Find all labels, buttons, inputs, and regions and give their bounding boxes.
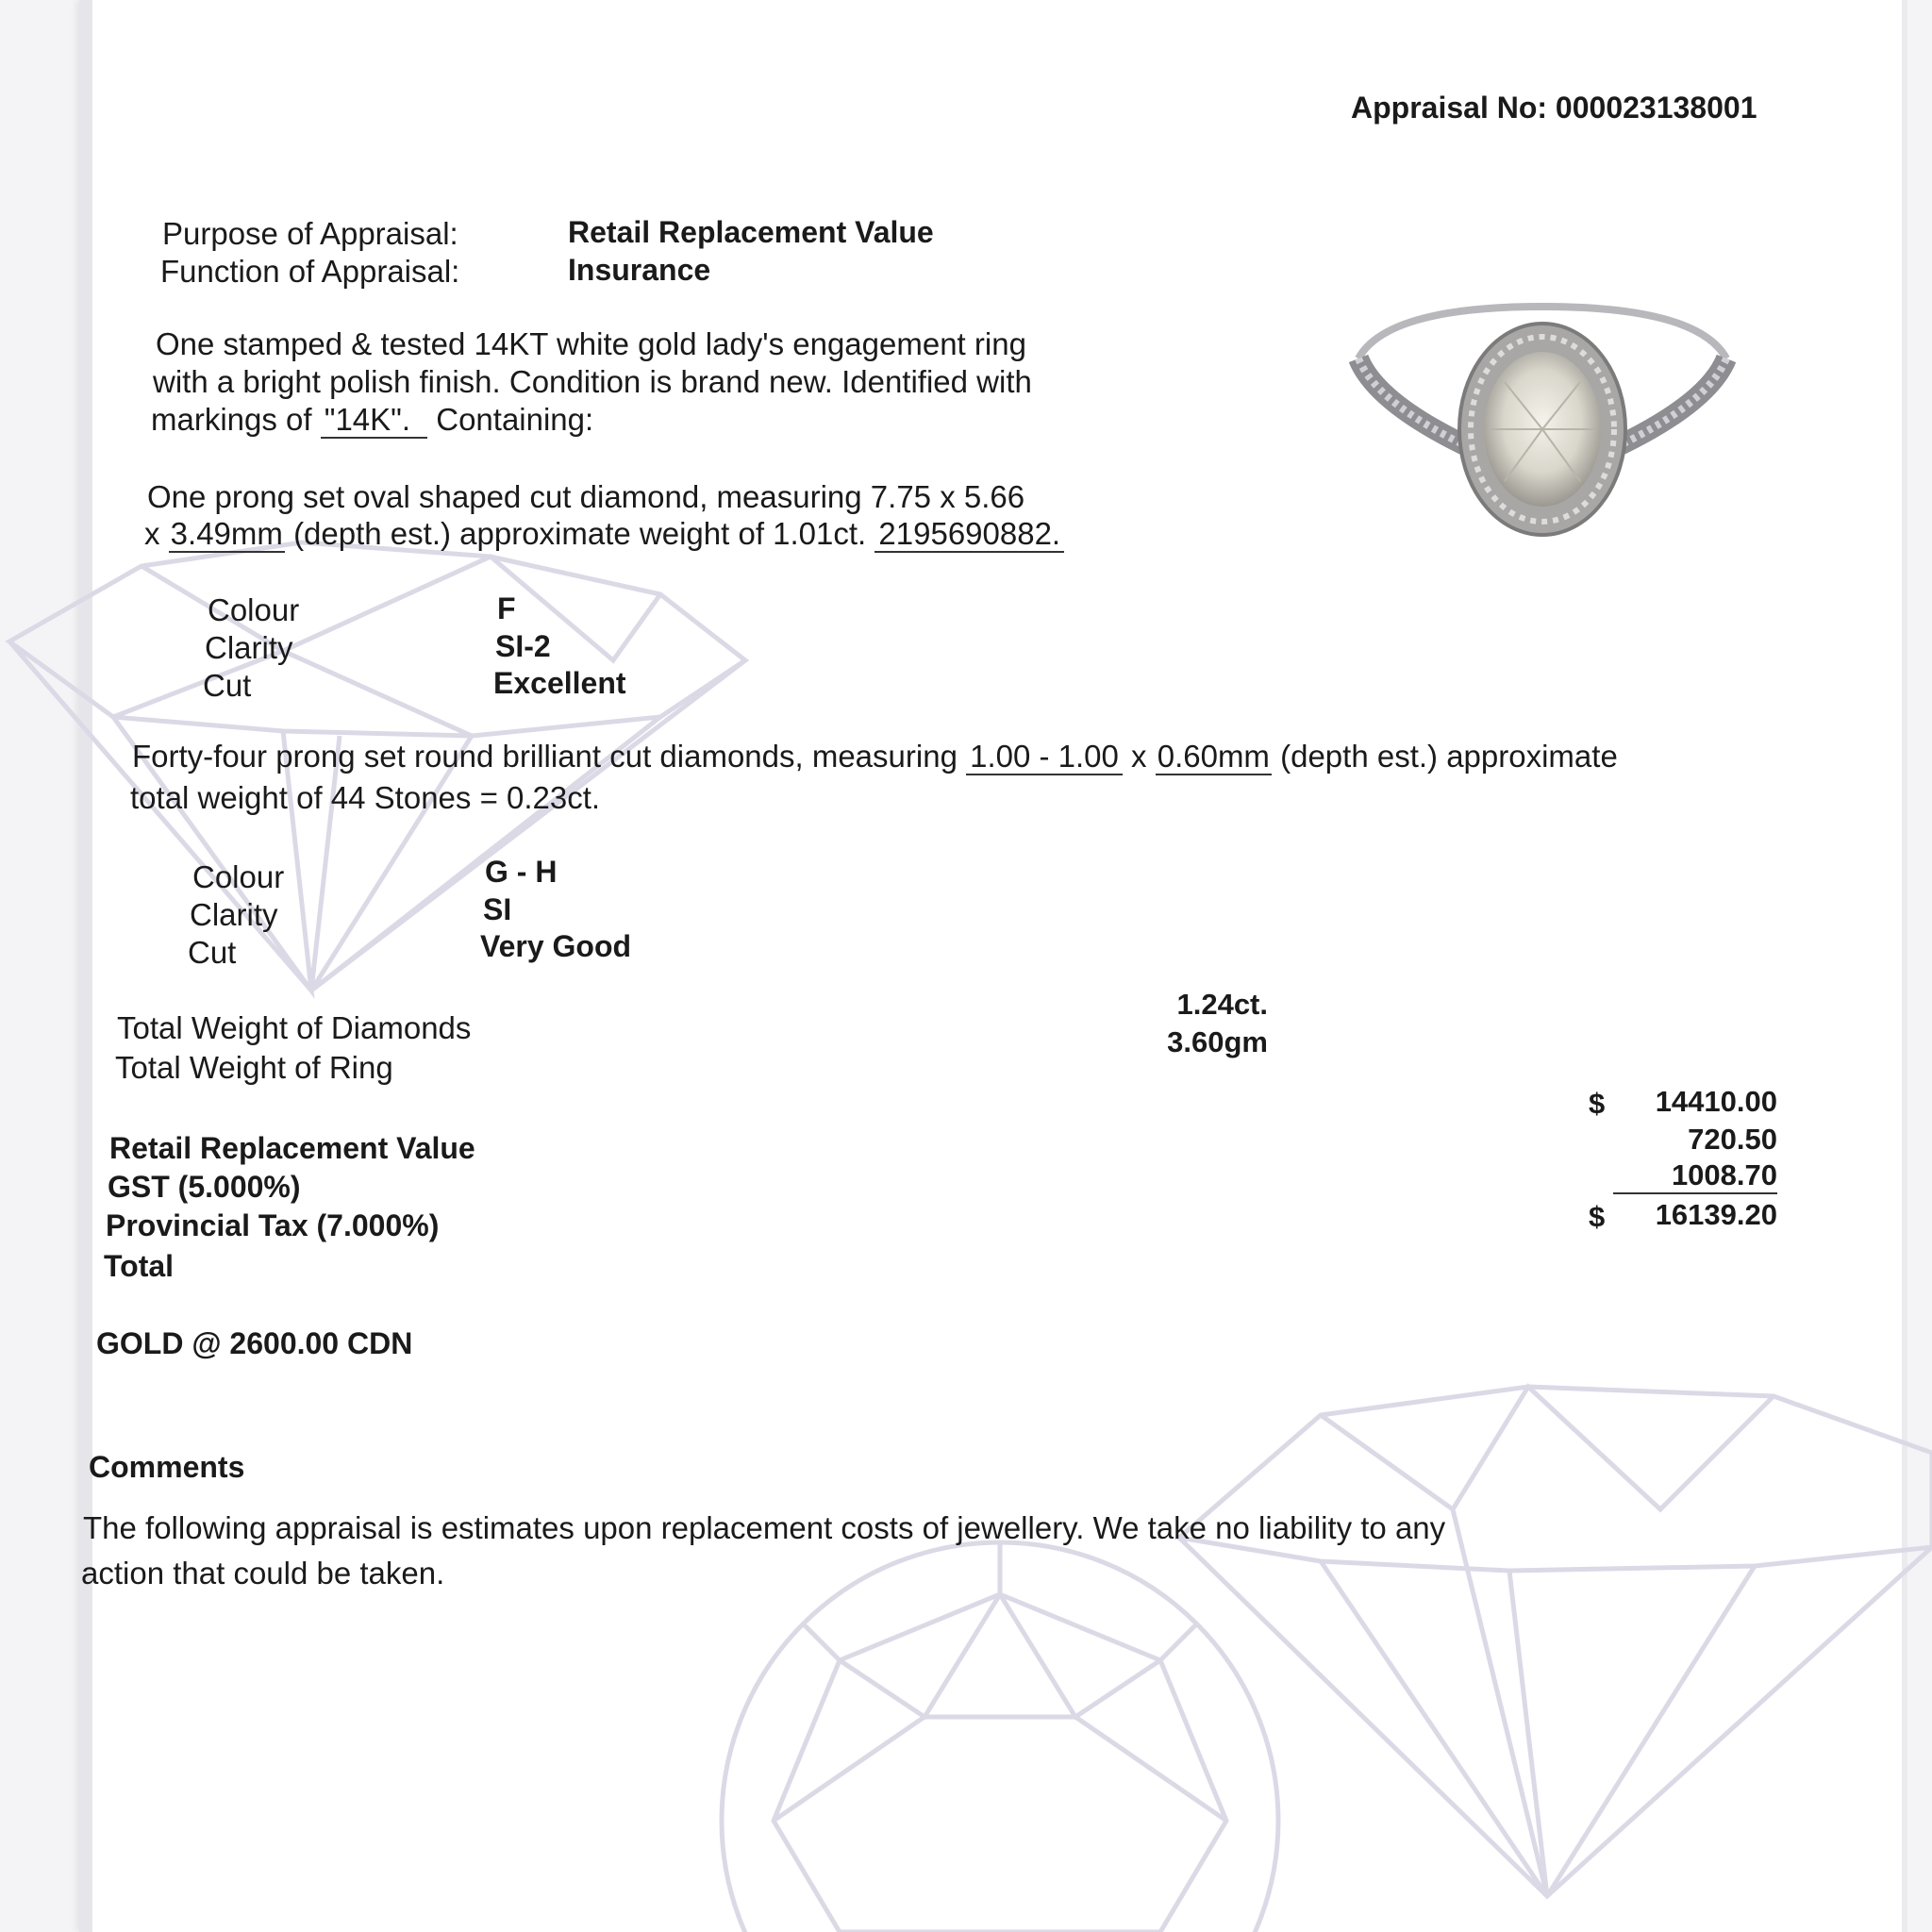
side-clarity-value: SI: [483, 892, 512, 926]
side-cut-label: Cut: [188, 935, 237, 970]
provincial-tax-amount: 1008.70: [1613, 1158, 1777, 1194]
side-clarity-label: Clarity: [190, 897, 278, 932]
side-cut-value: Very Good: [480, 929, 632, 963]
side-stones-line-2: total weight of 44 Stones = 0.23ct.: [130, 780, 601, 815]
function-value: Insurance: [568, 253, 711, 287]
rrv-amount: 14410.00: [1655, 1085, 1777, 1118]
comments-line-1: The following appraisal is estimates upon replacement costs of jewellery. We take no liability to any: [83, 1510, 1446, 1545]
center-cut-label: Cut: [203, 668, 252, 703]
provincial-tax-label: Provincial Tax (7.000%): [106, 1208, 440, 1242]
function-label: Function of Appraisal:: [160, 254, 460, 289]
gold-price: GOLD @ 2600.00 CDN: [96, 1326, 413, 1360]
total-ring-label: Total Weight of Ring: [115, 1050, 393, 1085]
gst-amount: 720.50: [1688, 1123, 1777, 1156]
total-ring-value: 3.60gm: [1167, 1025, 1268, 1058]
center-stone-line-1: One prong set oval shaped cut diamond, measuring 7.75 x 5.66: [147, 479, 1025, 514]
center-stone-line-2: [144, 515, 1064, 553]
center-depth: 3.49mm: [170, 516, 283, 551]
comments-heading: Comments: [89, 1450, 245, 1484]
paper-edge: [1902, 0, 1907, 1932]
description-line-3: [151, 401, 593, 439]
comments-line-2: action that could be taken.: [81, 1556, 445, 1591]
side-stones-line-1: [132, 738, 1618, 775]
inscription-number: 2195690882.: [874, 516, 1064, 553]
center-cut-value: Excellent: [493, 666, 626, 700]
markings-value: "14K".: [321, 402, 427, 439]
center-x: x: [144, 516, 160, 551]
purpose-value: Retail Replacement Value: [568, 215, 934, 249]
currency-symbol-rrv: $: [1589, 1087, 1606, 1120]
side-depth-note: (depth est.) approximate: [1280, 739, 1618, 774]
total-diamonds-label: Total Weight of Diamonds: [117, 1010, 472, 1045]
ring-photo: [1349, 302, 1736, 538]
description-line-1: One stamped & tested 14KT white gold lady's engagement ring: [156, 326, 1026, 361]
side-colour-label: Colour: [192, 859, 285, 894]
center-clarity-value: SI-2: [495, 629, 551, 663]
center-weight: (depth est.) approximate weight of 1.01ct.: [293, 516, 867, 551]
center-colour-label: Colour: [208, 592, 300, 627]
center-colour-value: F: [497, 591, 516, 625]
side-desc: Forty-four prong set round brilliant cut diamonds, measuring: [132, 739, 958, 774]
total-amount: 16139.20: [1655, 1198, 1777, 1231]
side-depth: 0.60mm: [1157, 739, 1270, 774]
description-line-2: with a bright polish finish. Condition is brand new. Identified with: [153, 364, 1032, 399]
appraisal-number: Appraisal No: 000023138001: [1351, 91, 1757, 125]
purpose-label: Purpose of Appraisal:: [162, 216, 458, 251]
currency-symbol-total: $: [1589, 1200, 1606, 1233]
side-x: x: [1131, 739, 1147, 774]
total-diamonds-value: 1.24ct.: [1176, 988, 1268, 1021]
total-label: Total: [104, 1249, 175, 1283]
markings-label: markings of: [151, 402, 312, 437]
side-colour-value: G - H: [485, 855, 558, 889]
center-clarity-label: Clarity: [205, 630, 293, 665]
containing-label: Containing:: [436, 402, 594, 437]
gst-label: GST (5.000%): [108, 1170, 301, 1204]
rrv-label: Retail Replacement Value: [109, 1131, 475, 1165]
side-diameter: 1.00 - 1.00: [966, 739, 1123, 775]
